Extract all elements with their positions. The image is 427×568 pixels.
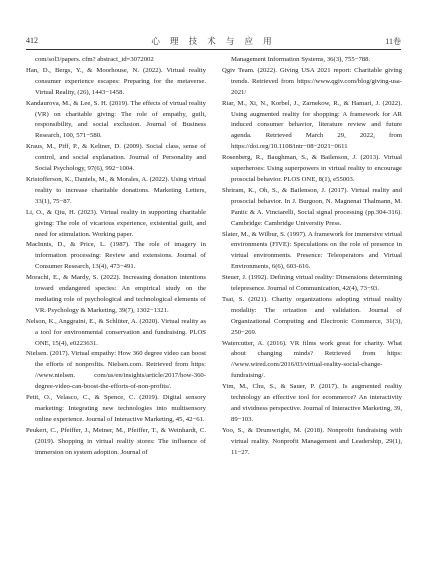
reference-entry: Rosenberg, R., Baughman, S., & Bailenson, J. (2013). Virtual superheroes: Using superpowers in virtual reality to encourage prosocial behavior. PLOS ONE, 8(1), e55003. bbox=[222, 154, 402, 183]
journal-title: 心 理 技 术 与 应 用 bbox=[151, 36, 276, 46]
reference-entry: Morachi, E., & Mardy, S. (2022). Increasing donation intentions toward endangered species: An empirical study on the mediating role of psychological and technological elements of VR. Psychology & Marketing, 39(7), 1302−1321. bbox=[26, 274, 206, 314]
reference-entry: Petit, O., Velasco, C., & Spence, C. (2019). Digital sensory marketing: Integrating new technologies into multisensory online experience. Journal of Interactive Marketing, 45, 42−61. bbox=[26, 394, 206, 423]
reference-entry: Tsai, S. (2021). Charity organizations adopting virtual reality modality: The orization and validation. Journal of Organizational Computing and Electronic Commerce, 31(3), 250−269. bbox=[222, 295, 402, 336]
reference-entry: Shriram, K., Oh, S., & Bailenson, J. (2017). Virtual reality and prosocial behavior. In J. Burgoon, N. Magnenat Thalmann, M. Pantic & A. Vinciarelli, Social signal processing (pp.304-316). Cambridge: Cambridge University Press. bbox=[222, 186, 402, 227]
references-left-column bbox=[26, 55, 206, 459]
reference-continuation: com/sol3/papers. cfm? abstract_id=3072002 bbox=[35, 56, 154, 63]
reference-entry: Kraus, M., Piff, P., & Keltner, D. (2009). Social class, sense of control, and social explanation. Journal of Personality and Social Psychology, 97(6), 992−1004. bbox=[26, 143, 206, 173]
running-header bbox=[26, 33, 401, 50]
reference-entry: Slater, M., & Wilbur, S. (1997). A framework for immersive virtual environments (FIVE): Speculations on the role of presence in virtual environments. Presence: Teleoperators and Virtual Environments, 6(6), 603-616. bbox=[222, 230, 402, 271]
reference-entry: Steuer, J. (1992). Defining virtual reality: Dimensions determining telepresence. Journal of Communication, 42(4), 73−93. bbox=[222, 274, 402, 293]
reference-entry: Yoo, S., & Drumwright, M. (2018). Nonprofit fundraising with virtual reality. Nonprofit Management and Leadership, 29(1), 11−27. bbox=[222, 426, 402, 456]
page-number: 412 bbox=[26, 36, 38, 45]
reference-entry: Nelson, K., Anggraini, E., & Schlüter, A. (2020). Virtual reality as a tool for environmental conservation and fundraising. PLOS ONE, 15(4), e0223631. bbox=[26, 317, 206, 347]
references-right-column bbox=[222, 55, 402, 459]
reference-entry: Kristofferson, K., Daniels, M., & Morales, A. (2022). Using virtual reality to increase charitable donations. Marketing Letters, 33(1), 75−87. bbox=[26, 175, 206, 205]
reference-entry: Qgiv Team. (2022). Giving USA 2021 report: Charitable giving trends. Retrieved from https://www.qgiv.com/blog/giving-usa-2021/ bbox=[222, 66, 402, 96]
reference-entry: Riar, M., Xi, N., Korbel, J., Zarnekow, R., & Hamari, J. (2022). Using augmented reality for shopping: A framework for AR induced consumer behavior, literature review and future agenda. Retrieved March 29, 2022, from https://doi.org/10.1108/intr−08−2021−0611 bbox=[222, 99, 402, 151]
volume-label: 11卷 bbox=[385, 37, 401, 46]
reference-entry: Peukert, C., Pfeiffer, J., Meiner, M., Pfeiffer, T., & Weinhardt, C. (2019). Shopping in virtual reality stores: The influence of immersion on system adoption. Journal of bbox=[26, 426, 206, 456]
reference-continuation: Management Information Systems, 36(3), 755−788. bbox=[231, 56, 371, 63]
reference-entry: Li, O., & Qiu, H. (2023). Virtual reality in supporting charitable giving: The role of vicarious experience, existential guilt, and need for stimulation. Working paper. bbox=[26, 208, 206, 238]
reference-entry: Han, D., Bergs, Y., & Moorhouse, N. (2022). Virtual reality consumer experience escapes: Preparing for the metaverse. Virtual Reality, (26), 1443−1458. bbox=[26, 66, 206, 96]
reference-entry: MacInnis, D., & Price, L. (1987). The role of imagery in information processing: Review and extensions. Journal of Consumer Research, 13(4), 473−491. bbox=[26, 241, 206, 271]
reference-entry: Nielsen. (2017). Virtual empathy: How 360 degree video can boost the efforts of nonprofits. Nielsen.com. Retrieved from https: //www.nielsen. com/us/en/insights/article/2017/how-360-degree-video-can-boost-the-efforts-of-non-profits/. bbox=[26, 350, 206, 391]
reference-entry: Watercutter, A. (2016). VR films work great for charity. What about changing minds? Retrieved from https: //www.wired.com/2016/03/virtual-reality-social-change-fundraising/. bbox=[222, 339, 402, 380]
reference-entry: Yim, M., Chu, S., & Sauer, P. (2017). Is augmented reality technology an effective tool for ecommerce? An interactivity and vividness perspective. Journal of Interactive Marketing, 39, 89−103. bbox=[222, 383, 402, 423]
reference-entry: Kandaurova, M., & Lee, S. H. (2019). The effects of virtual reality (VR) on charitable giving: The role of empathy, guilt, responsibility, and social exclusion. Journal of Business Research, 100, 571−580. bbox=[26, 99, 206, 140]
